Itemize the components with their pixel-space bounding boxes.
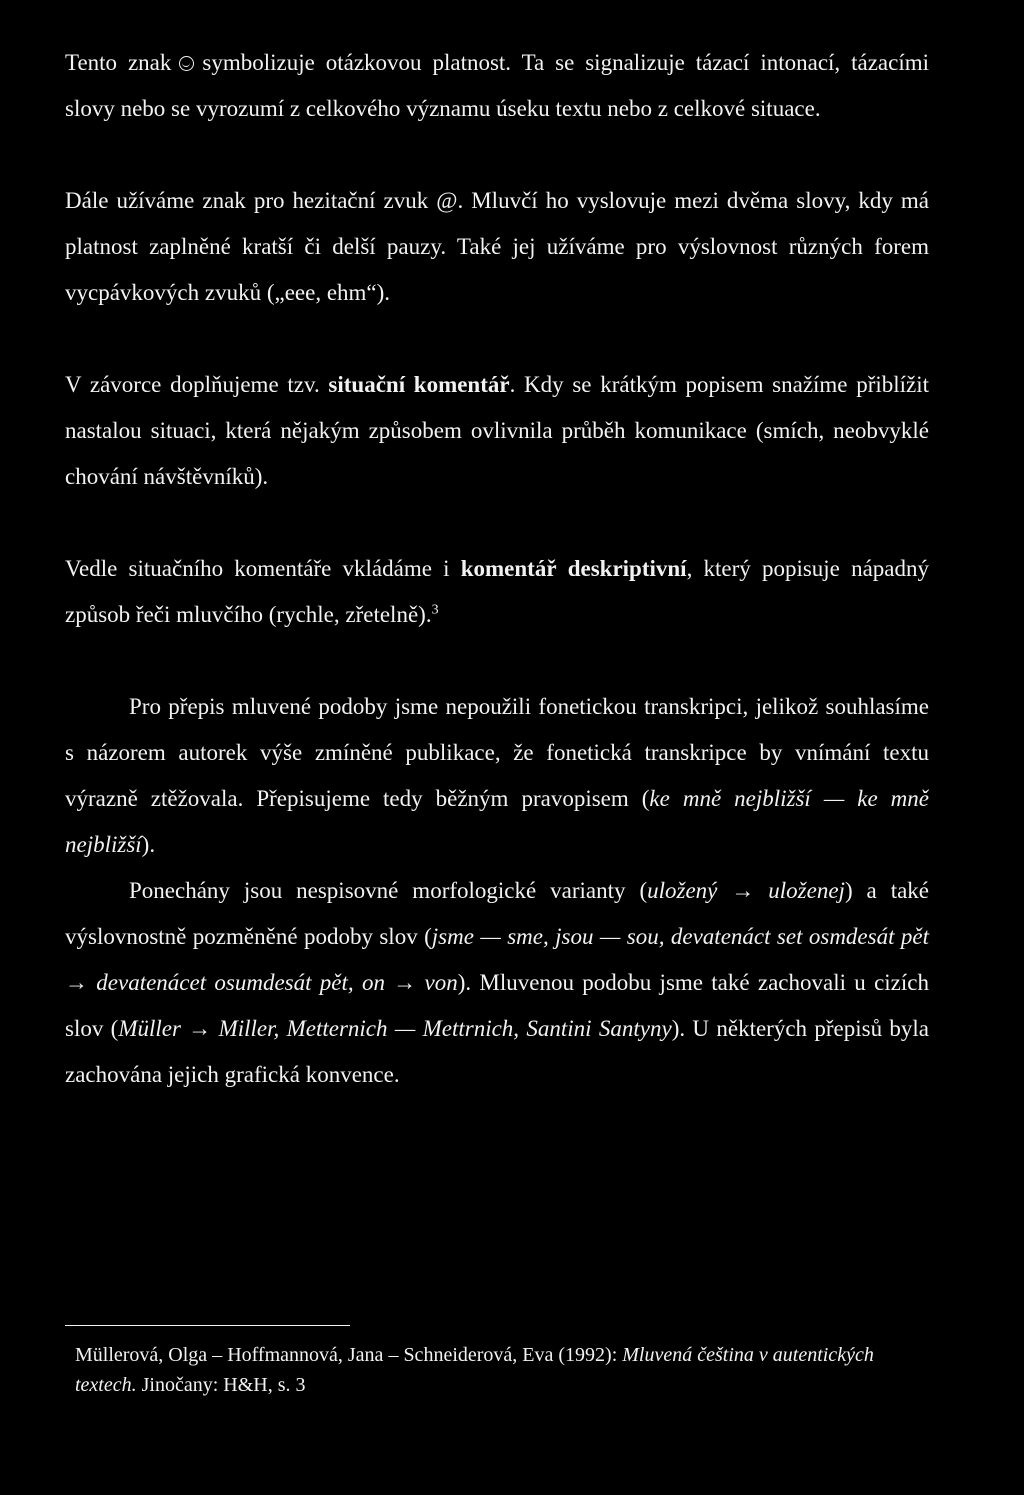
footnote-publisher: Jinočany: H&H, s. 3 xyxy=(141,1374,306,1396)
p4-text-a: Vedle situačního komentáře vkládáme i xyxy=(65,556,450,581)
p5-text-c: ). xyxy=(141,832,156,857)
p5-example: ke mně nejbližší — ke mně nejbližší xyxy=(65,786,929,857)
p6-example-1: uložený → uloženej xyxy=(647,878,845,903)
p6-example-3: Müller → Miller, Metternich — Mettrnich, Santini Santyny xyxy=(118,1016,672,1041)
paragraph-hesitation xyxy=(65,178,929,316)
paragraph-transcription xyxy=(65,684,929,868)
p1-text-b: symbolizuje otázkovou platnost. Ta se signalizuje tázací intonací, tázacími slovy nebo se vyrozumí z celkového významu úseku textu nebo z celkové situace. xyxy=(65,50,929,121)
p6-text-g: ). U některých přepisů byla zachována jejich grafická konvence. xyxy=(65,1016,929,1087)
footnote-title: Mluvená čeština v autentických textech. xyxy=(75,1344,874,1396)
p6-text-e: ). Mluvenou podobu jsme také zachovali u cizích slov ( xyxy=(65,970,929,1041)
p5-text-a: Pro přepis mluvené podoby jsme nepoužili fonetickou transkripci, jelikož souhlasíme s názorem autorek výše zmíněné publikace, že fonetická transkripce by vnímání textu výrazně ztěžovala. Přepisujeme tedy běžným pravopisem ( xyxy=(65,694,929,811)
p2-text: Dále užíváme znak pro hezitační zvuk @. Mluvčí ho vyslovuje mezi dvěma slovy, kdy má platnost zaplněné kratší či delší pauzy. Také jej užíváme pro výslovnost různých forem vycpávkových zvuků („eee, ehm“). xyxy=(65,188,929,305)
paragraph-situational-comment xyxy=(65,362,929,500)
p6-example-2: jsme — sme, jsou — sou, devatenáct set osmdesát pět → devatenácet osumdesát pět, on → von xyxy=(65,924,929,995)
smiley-icon xyxy=(179,56,194,71)
p4-term: komentář deskriptivní xyxy=(460,556,687,581)
paragraph-descriptive-comment xyxy=(65,546,929,638)
p4-text-c: , který popisuje nápadný způsob řeči mluvčího (rychle, zřetelně). xyxy=(65,556,929,627)
document-body xyxy=(65,40,929,1098)
paragraph-question-mark xyxy=(65,40,929,132)
p1-text-a: Tento znak xyxy=(65,50,172,75)
p3-text-c: . Kdy se krátkým popisem snažíme přiblížit nastalou situaci, která nějakým způsobem ovlivnila průběh komunikace (smích, neobvyklé chování návštěvníků). xyxy=(65,372,930,489)
p6-text-a: Ponechány jsou nespisovné morfologické varianty ( xyxy=(129,878,648,903)
footnote-marker: 3 xyxy=(431,602,439,618)
p3-text-a: V závorce doplňujeme tzv. xyxy=(65,372,320,397)
footnote xyxy=(75,1340,935,1400)
footnote-authors: Müllerová, Olga – Hoffmannová, Jana – Schneiderová, Eva (1992): xyxy=(75,1344,618,1366)
paragraph-variants xyxy=(65,868,929,1098)
footnote-divider xyxy=(65,1325,350,1326)
p3-term: situační komentář xyxy=(328,372,510,397)
p6-text-c: ) a také výslovnostně pozměněné podoby slov ( xyxy=(65,878,930,949)
